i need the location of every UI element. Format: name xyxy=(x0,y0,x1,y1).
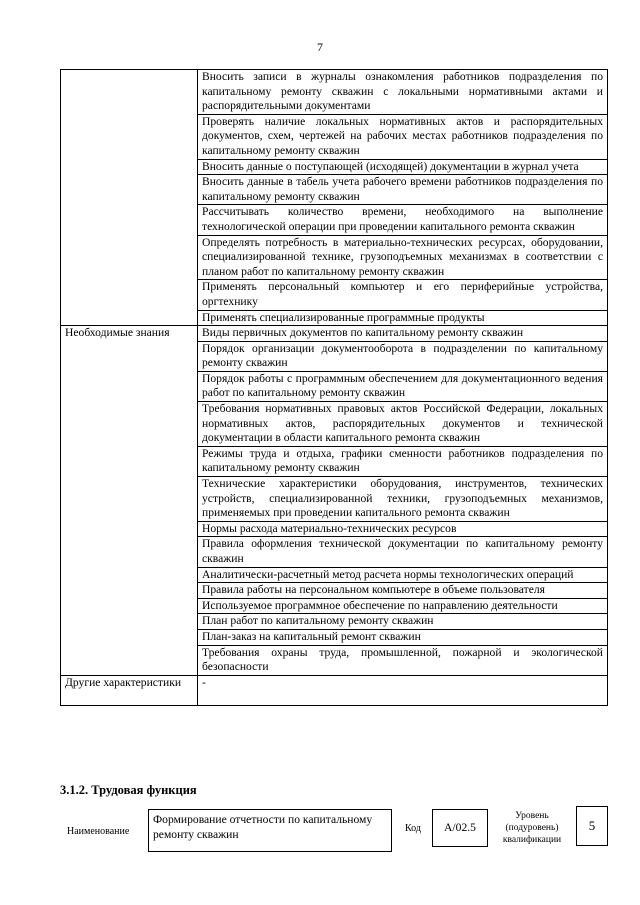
code-value-box: A/02.5 xyxy=(432,809,488,847)
knowledge-cell: Правила работы на персональном компьютере в объеме пользователя xyxy=(198,583,608,599)
knowledge-cell: Режимы труда и отдыха, графики сменности работников подразделения по капитальному ремонту скважин xyxy=(198,446,608,476)
skill-cell: Определять потребность в материально-технических ресурсах, оборудовании, специализированной технике, грузоподъемных механизмах в соответствии с планом работ по капитальному ремонту скважин xyxy=(198,235,608,280)
name-label: Наименование xyxy=(67,826,130,837)
skill-cell: Рассчитывать количество времени, необходимого на выполнение технологической операции при проведении капитального ремонта скважин xyxy=(198,205,608,235)
qualification-level-box: 5 xyxy=(576,806,608,846)
knowledge-cell: План-заказ на капитальный ремонт скважин xyxy=(198,629,608,645)
knowledge-skills-table xyxy=(60,69,608,706)
skill-cell: Вносить данные в табель учета рабочего времени работников подразделения по капитальному ремонту скважин xyxy=(198,175,608,205)
knowledge-cell: План работ по капитальному ремонту скважин xyxy=(198,614,608,630)
section-heading: 3.1.2. Трудовая функция xyxy=(60,783,197,797)
table-row xyxy=(61,326,608,342)
knowledge-cell: Нормы расхода материально-технических ресурсов xyxy=(198,521,608,537)
skill-cell: Применять персональный компьютер и его периферийные устройства, оргтехнику xyxy=(198,280,608,310)
skill-cell: Применять специализированные программные продукты xyxy=(198,310,608,326)
knowledge-cell: Аналитически-расчетный метод расчета нормы технологических операций xyxy=(198,567,608,583)
knowledge-label: Необходимые знания xyxy=(61,326,198,676)
skill-cell: Вносить записи в журналы ознакомления работников подразделения по капитальному ремонту скважин с локальными нормативными актами и распорядительными документами xyxy=(198,70,608,115)
knowledge-cell: Порядок организации документооборота в подразделении по капитальному ремонту скважин xyxy=(198,341,608,371)
skill-cell: Вносить данные о поступающей (исходящей) документации в журнал учета xyxy=(198,159,608,175)
knowledge-cell: Порядок работы с программным обеспечением для документационного ведения работ по капитальному ремонту скважин xyxy=(198,371,608,401)
other-characteristics-value: - xyxy=(198,675,608,705)
table-row xyxy=(61,70,608,115)
skill-cell: Проверять наличие локальных нормативных актов и распорядительных документов, схем, чертежей на рабочих местах работников подразделения по капитальному ремонту скважин xyxy=(198,114,608,159)
knowledge-cell: Виды первичных документов по капитальному ремонту скважин xyxy=(198,326,608,342)
page-number: 7 xyxy=(317,40,323,54)
skills-label-cell xyxy=(61,70,198,326)
function-name-box: Формирование отчетности по капитальному ремонту скважин xyxy=(148,809,392,852)
knowledge-cell: Используемое программное обеспечение по направлению деятельности xyxy=(198,598,608,614)
code-label: Код xyxy=(405,823,421,834)
table-row xyxy=(61,675,608,705)
knowledge-cell: Технические характеристики оборудования, инструментов, технических устройств, специализированной техники, грузоподъемных механизмов, применяемых при проведении капитального ремонта скважин xyxy=(198,477,608,522)
knowledge-cell: Правила оформления технической документации по капитальному ремонту скважин xyxy=(198,537,608,567)
qualification-level-label: Уровень (подуровень) квалификации xyxy=(502,811,562,845)
knowledge-cell: Требования охраны труда, промышленной, пожарной и экологической безопасности xyxy=(198,645,608,675)
knowledge-cell: Требования нормативных правовых актов Российской Федерации, локальных нормативных актов, распорядительных документов и технической документации в области капитального ремонта скважин xyxy=(198,402,608,447)
other-characteristics-label: Другие характеристики xyxy=(61,675,198,705)
